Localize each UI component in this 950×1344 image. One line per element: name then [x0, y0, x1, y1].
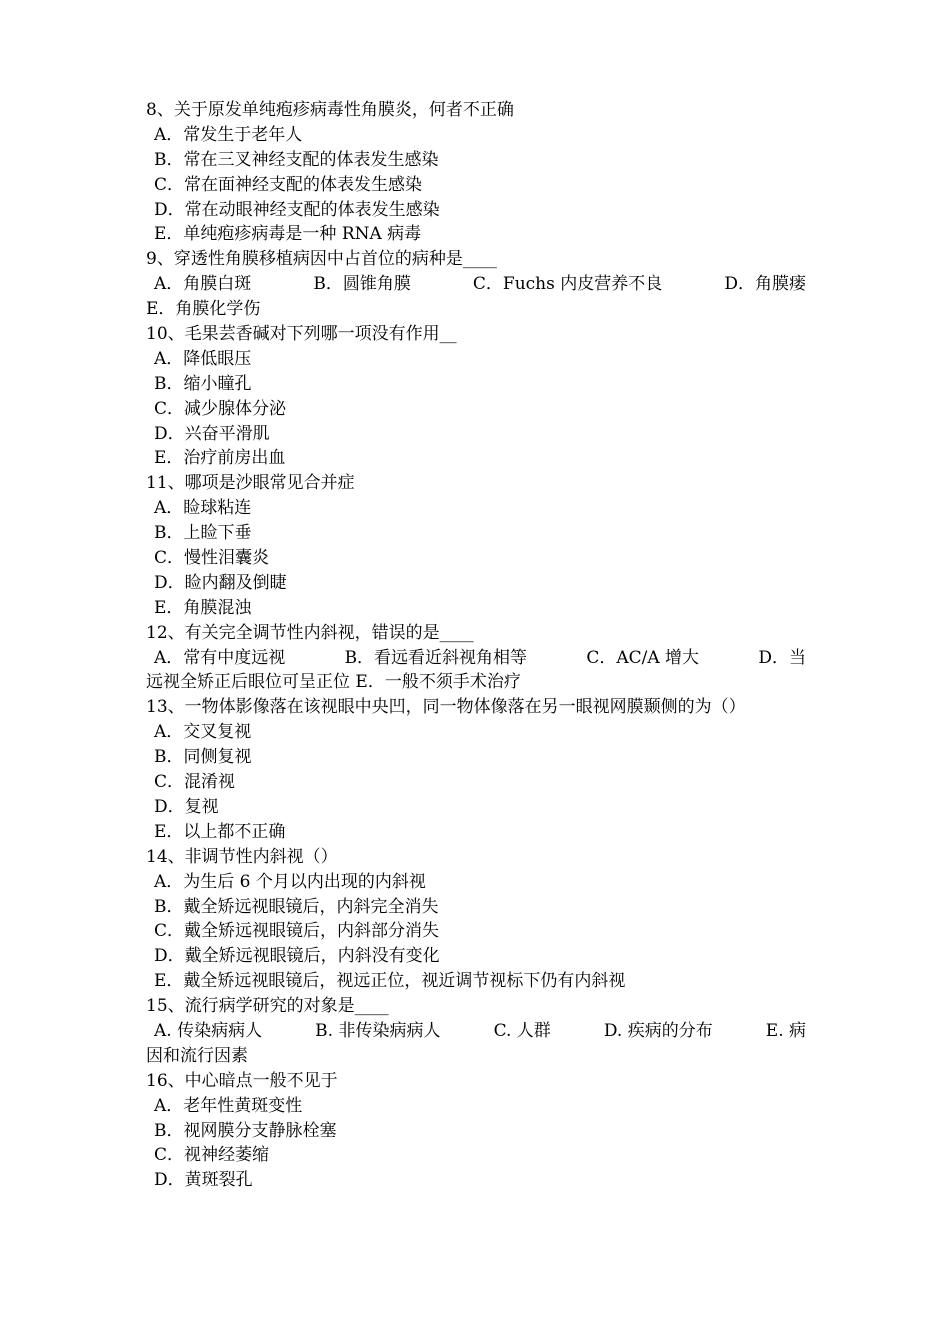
option-c: C．视神经萎缩 [154, 1145, 270, 1166]
option-e: E．以上都不正确 [154, 821, 286, 842]
option-a: A．常有中度远视 [154, 647, 286, 668]
question-stem: 16、中心暗点一般不见于 [146, 1070, 338, 1091]
option-c: C．慢性泪囊炎 [154, 548, 270, 569]
option-a: A．老年性黄斑变性 [154, 1095, 303, 1116]
option-a: A．降低眼压 [154, 348, 252, 369]
option-a: A．角膜白斑 [154, 274, 252, 295]
inline-options-row [146, 646, 806, 671]
option-e: E．戴全矫远视眼镜后，视远正位，视近调节视标下仍有内斜视 [154, 971, 626, 992]
question-stem: 14、非调节性内斜视（） [146, 846, 338, 867]
option-c: C. 人群 [493, 1020, 551, 1041]
option-c: C．常在面神经支配的体表发生感染 [154, 174, 423, 195]
option-a: A．睑球粘连 [154, 498, 252, 519]
question-stem: 12、有关完全调节性内斜视，错误的是____ [146, 622, 474, 643]
option-c: C．戴全矫远视眼镜后，内斜部分消失 [154, 921, 440, 942]
option-b: B．视网膜分支静脉栓塞 [154, 1120, 337, 1141]
option-d: D．睑内翻及倒睫 [154, 572, 287, 593]
option-b: B．同侧复视 [154, 747, 252, 768]
inline-options-row [146, 1019, 806, 1044]
option-d: D．戴全矫远视眼镜后，内斜没有变化 [154, 946, 440, 967]
option-d: D．常在动眼神经支配的体表发生感染 [154, 199, 440, 220]
question-stem: 9、穿透性角膜移植病因中占首位的病种是____ [146, 249, 497, 270]
option-d: D．角膜瘘 [724, 274, 806, 295]
option-d: D．复视 [154, 796, 219, 817]
exam-content [146, 98, 806, 1193]
question-stem: 13、一物体影像落在该视眼中央凹，同一物体像落在另一眼视网膜颞侧的为（） [146, 697, 746, 718]
option-d: D. 疾病的分布 [603, 1020, 713, 1041]
option-d: D．黄斑裂孔 [154, 1170, 253, 1191]
options-continuation: 远视全矫正后眼位可呈正位 E．一般不须手术治疗 [146, 672, 521, 693]
option-c: C．AC/A 增大 [586, 647, 700, 668]
option-c: C．Fuchs 内皮营养不良 [472, 274, 663, 295]
option-a: A. 传染病病人 [154, 1020, 263, 1041]
option-b: B．圆锥角膜 [313, 274, 411, 295]
option-d: D．兴奋平滑肌 [154, 423, 270, 444]
option-b: B. 非传染病病人 [315, 1020, 441, 1041]
option-a: A．常发生于老年人 [154, 124, 303, 145]
options-continuation: 因和流行因素 [146, 1045, 248, 1066]
inline-options-row [146, 272, 806, 297]
option-b: B．戴全矫远视眼镜后，内斜完全消失 [154, 896, 439, 917]
option-a: A．交叉复视 [154, 722, 252, 743]
option-a: A．为生后 6 个月以内出现的内斜视 [154, 871, 426, 892]
question-stem: 8、关于原发单纯疱疹病毒性角膜炎，何者不正确 [146, 100, 514, 120]
option-e: E．治疗前房出血 [154, 448, 286, 469]
question-stem: 15、流行病学研究的对象是____ [146, 996, 389, 1017]
option-e: E. 病 [765, 1020, 806, 1041]
option-d: D．当 [758, 647, 806, 668]
option-b: B．上睑下垂 [154, 523, 252, 544]
option-b: B．缩小瞳孔 [154, 373, 252, 394]
question-stem: 11、哪项是沙眼常见合并症 [146, 473, 355, 494]
option-c: C．减少腺体分泌 [154, 398, 287, 419]
option-c: C．混淆视 [154, 772, 236, 793]
question-stem: 10、毛果芸香碱对下列哪一项没有作用__ [146, 324, 457, 345]
option-b: B．看远看近斜视角相等 [344, 647, 528, 668]
options-continuation: E．角膜化学伤 [146, 299, 261, 320]
option-e: E．角膜混浊 [154, 597, 252, 618]
option-e: E．单纯疱疹病毒是一种 RNA 病毒 [154, 224, 422, 245]
option-b: B．常在三叉神经支配的体表发生感染 [154, 149, 439, 170]
